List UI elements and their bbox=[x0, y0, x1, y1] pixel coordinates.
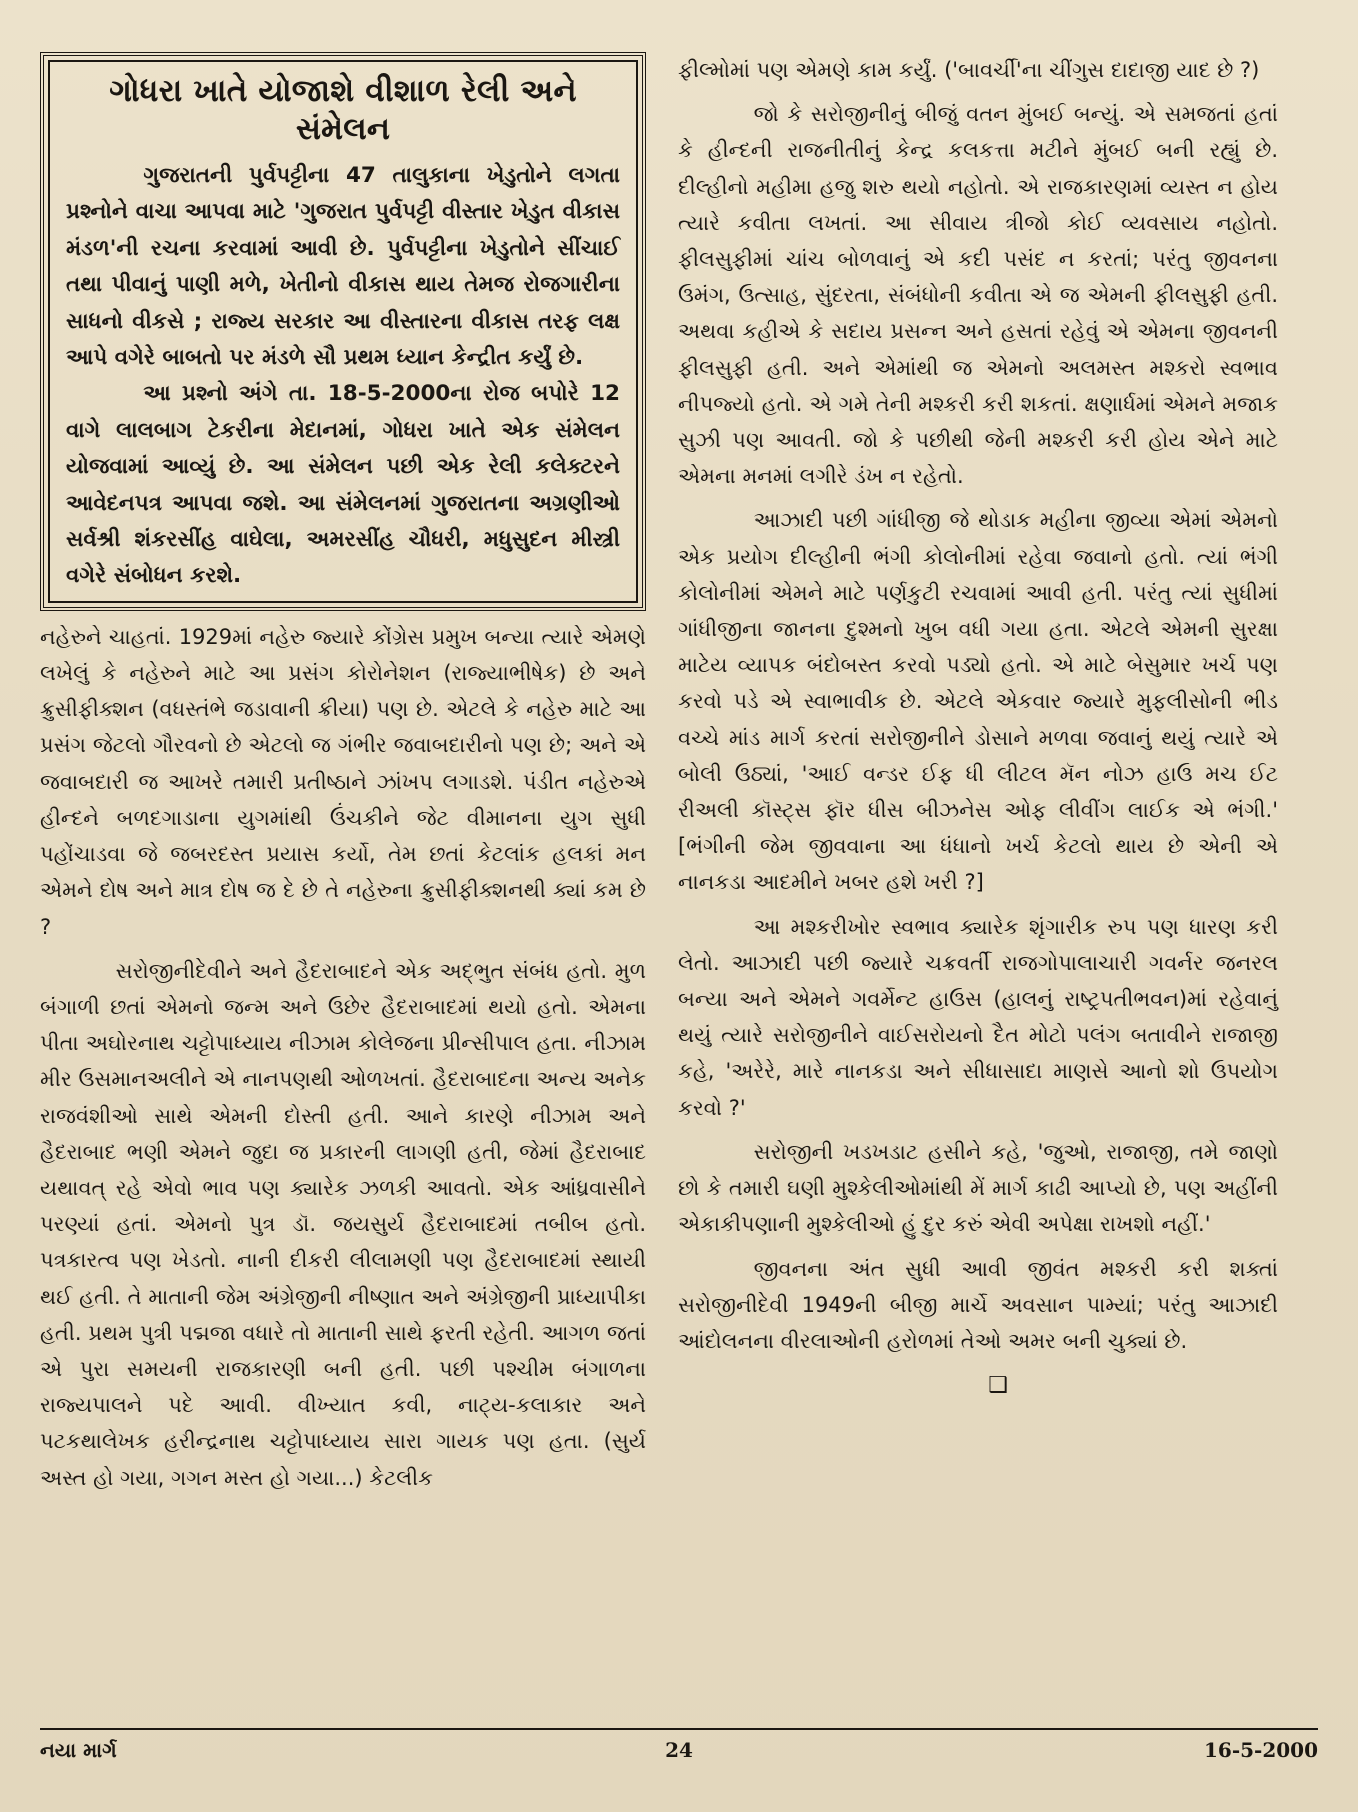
article-paragraph: નહેરુને ચાહતાં. 1929માં નહેરુ જ્યારે કોંગ્રેસ પ્રમુખ બન્યા ત્યારે એમણે લખેલું કે નહેરુને માટે આ પ્રસંગ કોરોનેશન (રાજ્યાભીષેક) છે અને ક્રુસીફીક્શન (વધસ્તંભે જડાવાની ક્રીયા) પણ છે. એટલે કે નહેરુ માટે આ પ્રસંગ જેટલો ગૌરવનો છે એટલો જ ગંભીર જવાબદારીનો પણ છે; અને એ જવાબદારી જ આખરે તમારી પ્રતીષ્ઠાને ઝાંખપ લગાડશે. પંડીત નહેરુએ હીન્દને બળદગાડાના યુગમાંથી ઉંચકીને જેટ વીમાનના યુગ સુધી પહોંચાડવા જે જબરદસ્ત પ્રયાસ કર્યો, તેમ છતાં કેટલાંક હલકાં મન એમને દોષ અને માત્ર દોષ જ દે છે તે નહેરુના ક્રુસીફીક્શનથી ક્યાં કમ છે ? bbox=[40, 624, 646, 939]
article-paragraph: સરોજીની ખડખડાટ હસીને કહે, 'જુઓ, રાજાજી, તમે જાણો છો કે તમારી ઘણી મુશ્કેલીઓમાંથી મેં માર્ગ કાઢી આપ્યો છે, પણ અહીંની એકાકીપણાની મુશ્કેલીઓ હું દુર કરું એવી અપેક્ષા રાખશો નહીં.' bbox=[678, 1139, 1278, 1237]
article-paragraph: સરોજીનીદેવીને અને હૈદરાબાદને એક અદ્ભુત સંબંધ હતો. મુળ બંગાળી છતાં એમનો જન્મ અને ઉછેર હૈદરાબાદમાં થયો હતો. એમના પીતા અઘોરનાથ ચટ્ટોપાધ્યાય નીઝામ કોલેજના પ્રીન્સીપાલ હતા. નીઝામ મીર ઉસમાનઅલીને એ નાનપણથી ઓળખતાં. હૈદરાબાદના અન્ય અનેક રાજવંશીઓ સાથે એમની દોસ્તી હતી. આને કારણે નીઝામ અને હૈદરાબાદ ભણી એમને જુદા જ પ્રકારની લાગણી હતી, જેમાં હૈદરાબાદ યથાવત્ રહે એવો ભાવ પણ ક્યારેક ઝળકી આવતો. એક આંધ્રવાસીને પરણ્યાં હતાં. એમનો પુત્ર ડૉ. જયસુર્ય હૈદરાબાદમાં તબીબ હતો. પત્રકારત્વ પણ ખેડતો. નાની દીકરી લીલામણી પણ હૈદરાબાદમાં સ્થાયી થઈ હતી. તે માતાની જેમ અંગ્રેજીની નીષ્ણાત અને અંગ્રેજીની પ્રાધ્યાપીકા હતી. પ્રથમ પુત્રી પદ્મજા વધારે તો માતાની સાથે ફરતી રહેતી. આગળ જતાં એ પુરા સમયની રાજકારણી બની હતી. પછી પશ્ચીમ બંગાળના રાજ્યપાલને પદે આવી. વીખ્યાત કવી, નાટ્ય-કલાકાર અને પટકથાલેખક હરીન્દ્રનાથ ચટ્ટોપાધ્યાય સારા ગાયક પણ હતા. (સુર્ય અસ્ત હો ગયા, ગગન મસ્ત હો ગયા...) કેટલીક bbox=[40, 958, 646, 1490]
right-column bbox=[678, 52, 1278, 1398]
announcement-paragraph: ગુજરાતની પુર્વપટ્ટીના 47 તાલુકાના ખેડુતોને લગતા પ્રશ્નોને વાચા આપવા માટે 'ગુજરાત પુર્વપટ્ટી વીસ્તાર ખેડુત વીકાસ મંડળ'ની રચના કરવામાં આવી છે. પુર્વપટ્ટીના ખેડુતોને સીંચાઈ તથા પીવાનું પાણી મળે, ખેતીનો વીકાસ થાય તેમજ રોજગારીના સાધનો વીકસે ; રાજ્ય સરકાર આ વીસ્તારના વીકાસ તરફ લક્ષ આપે વગેરે બાબતો પર મંડળે સૌ પ્રથમ ધ્યાન કેન્દ્રીત કર્યું છે. bbox=[66, 163, 620, 371]
left-article-text bbox=[40, 619, 646, 1496]
article-paragraph: આઝાદી પછી ગાંધીજી જે થોડાક મહીના જીવ્યા એમાં એમનો એક પ્રયોગ દીલ્હીની ભંગી કોલોનીમાં રહેવા જવાનો હતો. ત્યાં ભંગી કોલોનીમાં એમને માટે પર્ણકુટી રચવામાં આવી હતી. પરંતુ ત્યાં સુધીમાં ગાંધીજીના જાનના દુશ્મનો ખુબ વધી ગયા હતા. એટલે એમની સુરક્ષા માટેય વ્યાપક બંદોબસ્ત કરવો પડ્યો હતો. એ માટે બેસુમાર ખર્ચ પણ કરવો પડે એ સ્વાભાવીક છે. એટલે એકવાર જ્યારે મુફલીસોની ભીડ વચ્ચે માંડ માર્ગ કરતાં સરોજીનીને ડોસાને મળવા જવાનું થયું ત્યારે એ બોલી ઉઠ્યાં, 'આઈ વન્ડર ઈફ ધી લીટલ મૅન નોઝ હાઉ મચ ઈટ રીઅલી કૉસ્ટ્સ ફૉર ધીસ બીઝનેસ ઓફ લીવીંગ લાઈક એ ભંગી.' [ભંગીની જેમ જીવવાના આ ધંધાનો ખર્ચ કેટલો થાય છે એની એ નાનકડા આદમીને ખબર હશે ખરી ?] bbox=[678, 508, 1278, 895]
left-column bbox=[40, 52, 646, 1504]
article-paragraph: આ મશ્કરીખોર સ્વભાવ ક્યારેક શૃંગારીક રુપ પણ ધારણ કરી લેતો. આઝાદી પછી જ્યારે ચક્રવર્તી રાજગોપાલાચારી ગવર્નર જનરલ બન્યા અને એમને ગવર્મેન્ટ હાઉસ (હાલનું રાષ્ટ્રપતીભવન)માં રહેવાનું થયું ત્યારે સરોજીનીને વાઈસરોયનો દૈત મોટો પલંગ બતાવીને રાજાજી કહે, 'અરેરે, મારે નાનકડા અને સીધાસાદા માણસે આનો શો ઉપયોગ કરવો ?' bbox=[678, 914, 1278, 1120]
issue-date: 16-5-2000 bbox=[1203, 1738, 1318, 1762]
article-paragraph: જો કે સરોજીનીનું બીજું વતન મુંબઈ બન્યું. એ સમજતાં હતાં કે હીન્દની રાજનીતીનું કેન્દ્ર કલકત્તા મટીને મુંબઈ બની રહ્યું છે. દીલ્હીનો મહીમા હજુ શરુ થયો નહોતો. એ રાજકારણમાં વ્યસ્ત ન હોય ત્યારે કવીતા લખતાં. આ સીવાય ત્રીજો કોઈ વ્યવસાય નહોતો. ફીલસુફીમાં ચાંચ બોળવાનું એ કદી પસંદ ન કરતાં; પરંતુ જીવનના ઉમંગ, ઉત્સાહ, સુંદરતા, સંબંધોની કવીતા એ જ એમની ફીલસુફી હતી. અથવા કહીએ કે સદાય પ્રસન્ન અને હસતાં રહેવું એ એમના જીવનની ફીલસુફી હતી. અને એમાંથી જ એમનો અલમસ્ત મશ્કરો સ્વભાવ નીપજ્યો હતો. એ ગમે તેની મશ્કરી કરી શકતાં. ક્ષણાર્ધમાં એમને મજાક સુઝી પણ આવતી. જો કે પછીથી જેની મશ્કરી કરી હોય એને માટે એમના મનમાં લગીરે ડંખ ન રહેતો. bbox=[678, 102, 1278, 489]
publication-name: નયા માર્ગ bbox=[40, 1738, 117, 1762]
page-number: 24 bbox=[665, 1738, 693, 1762]
page-footer bbox=[40, 1738, 1318, 1778]
footer-divider bbox=[40, 1728, 1318, 1730]
end-of-article-mark: ❑ bbox=[988, 1373, 1008, 1399]
article-paragraph: ફીલ્મોમાં પણ એમણે કામ કર્યું. ('બાવર્ચી'ના ચીંગુસ દાદાજી યાદ છે ?) bbox=[678, 58, 1260, 82]
right-article-text bbox=[678, 52, 1278, 1398]
announcement-title: ગોધરા ખાતે યોજાશે વીશાળ રેલી અને સંમેલન bbox=[109, 73, 577, 147]
announcement-paragraph: આ પ્રશ્નો અંગે તા. 18-5-2000ના રોજ બપોરે 12 વાગે લાલબાગ ટેકરીના મેદાનમાં, ગોધરા ખાતે એક સંમેલન યોજવામાં આવ્યું છે. આ સંમેલન પછી એક રેલી કલેક્ટરને આવેદનપત્ર આપવા જશે. આ સંમેલનમાં ગુજરાતના અગ્રણીઓ સર્વશ્રી શંકરસીંહ વાઘેલા, અમરસીંહ ચૌધરી, મધુસુદન મીસ્ત્રી વગેરે સંબોધન કરશે. bbox=[66, 381, 620, 589]
article-paragraph: જીવનના અંત સુધી આવી જીવંત મશ્કરી કરી શક્તાં સરોજીનીદેવી 1949ની બીજી માર્ચે અવસાન પામ્યાં; પરંતુ આઝાદી આંદોલનના વીરલાઓની હરોળમાં તેઓ અમર બની ચુક્યાં છે. bbox=[678, 1256, 1278, 1353]
announcement-box bbox=[40, 52, 646, 611]
